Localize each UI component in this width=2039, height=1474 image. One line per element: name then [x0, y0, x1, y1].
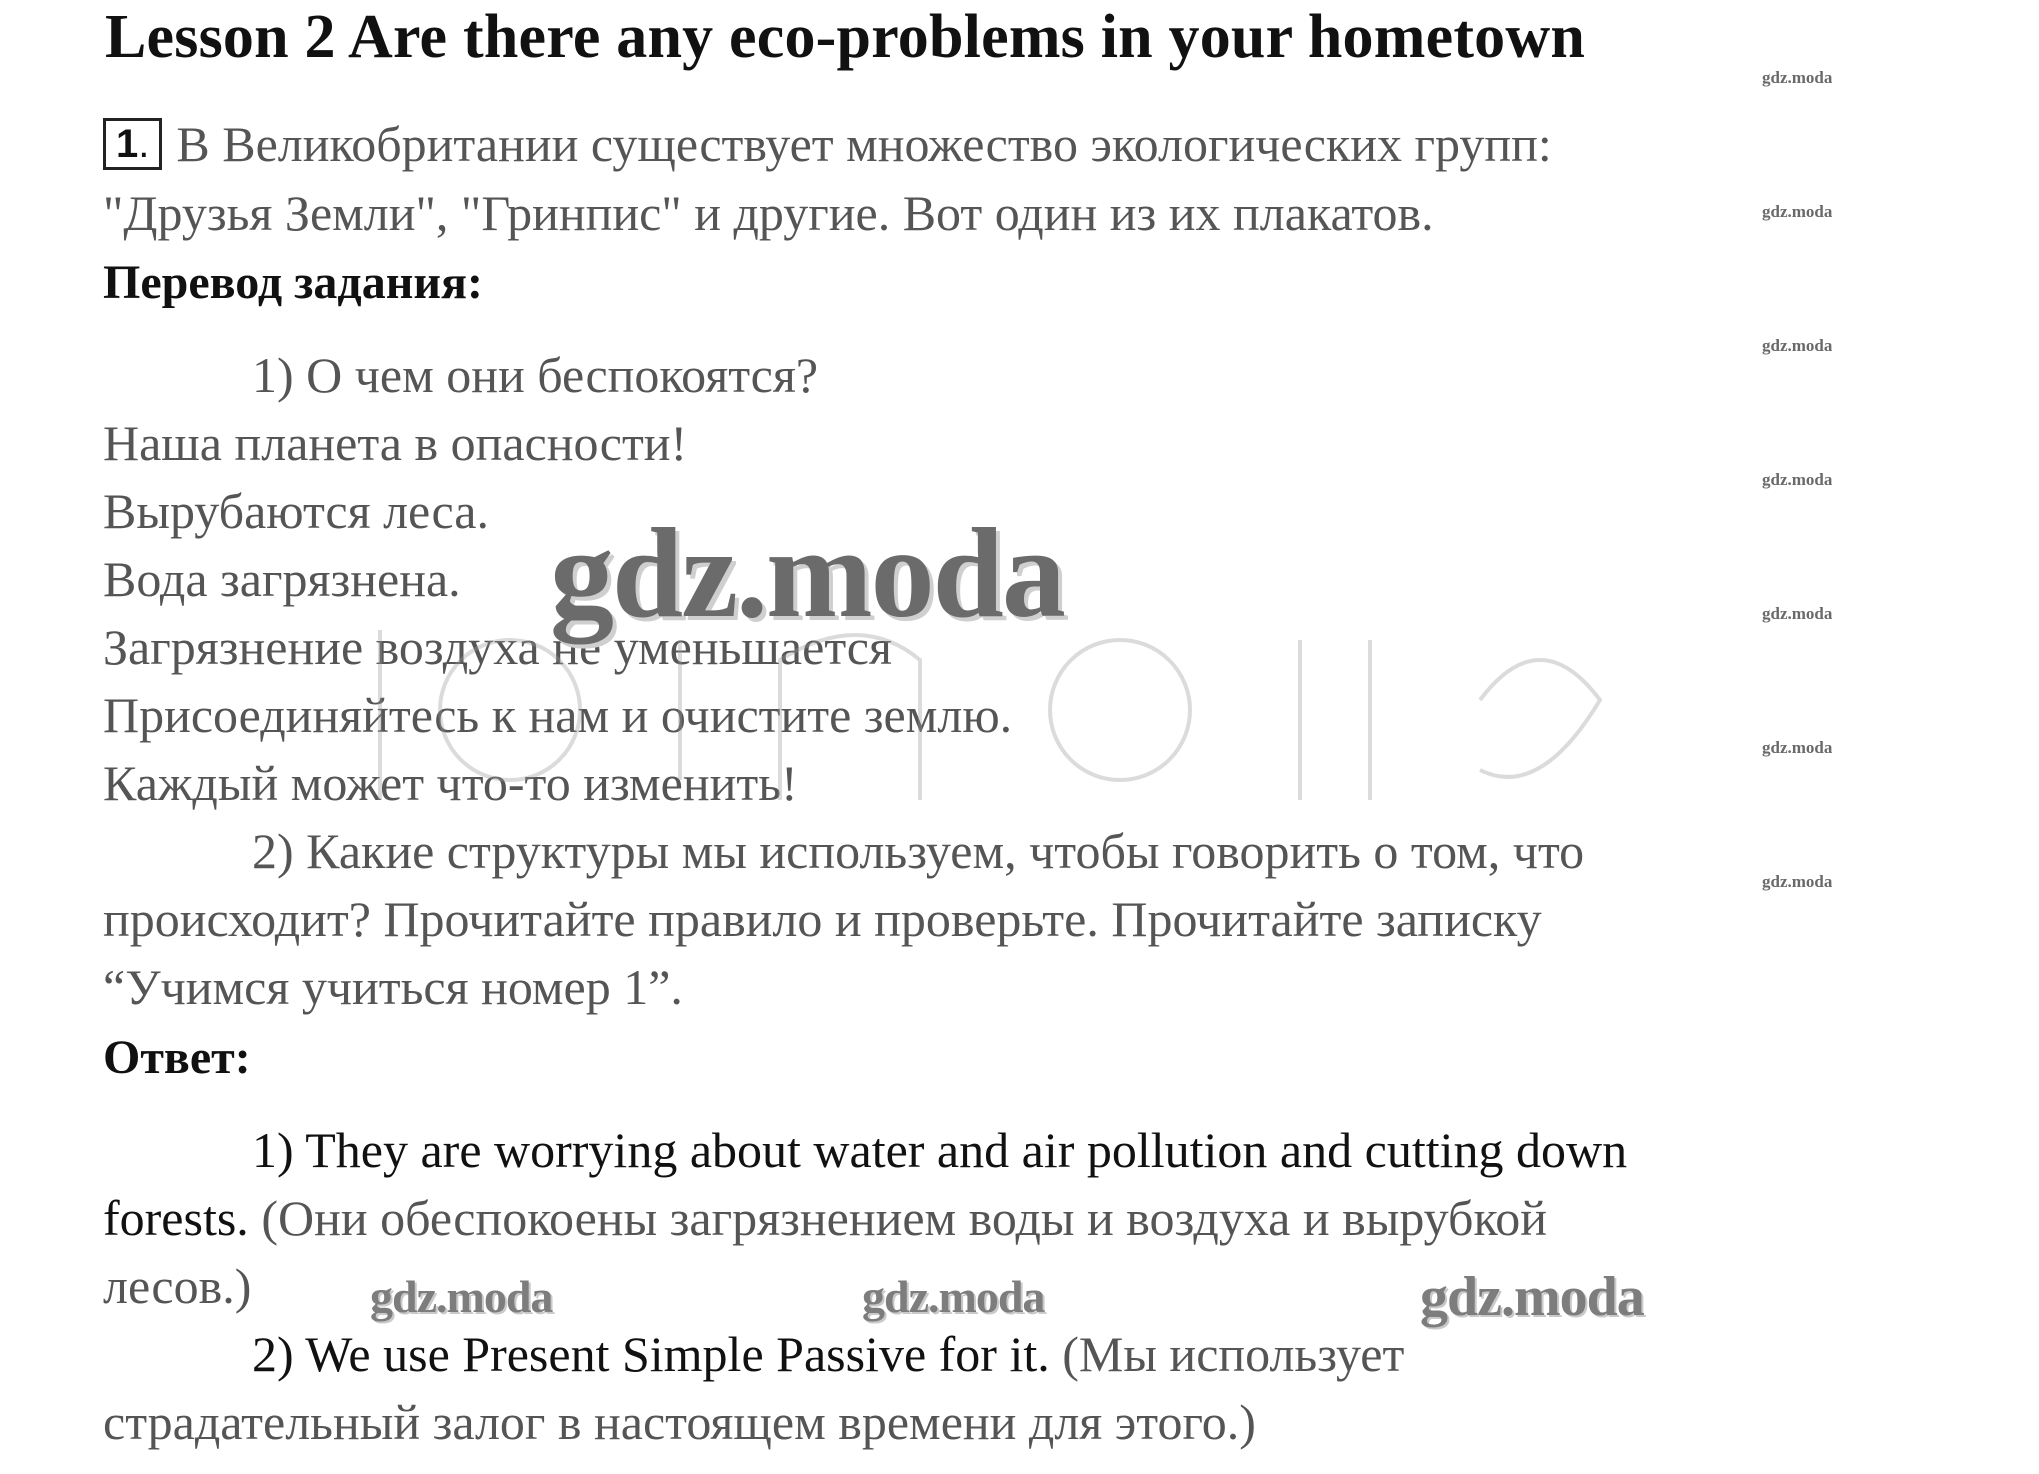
translation-question-2-line-3: “Учимся учиться номер 1”.: [103, 959, 683, 1015]
watermark: gdz.moda: [1420, 1266, 1644, 1328]
poster-line-5: Присоединяйтесь к нам и очистите землю.: [103, 687, 1013, 743]
ghost-watermark-shape: [360, 600, 1660, 830]
task-intro-line-1: [103, 118, 1552, 170]
answer-2-russian-start: (Мы использует: [1049, 1326, 1405, 1382]
watermark: gdz.moda: [1762, 68, 1833, 87]
task-number-badge: 1.: [103, 118, 162, 170]
poster-line-6: Каждый может что-то изменить!: [103, 755, 798, 811]
poster-line-2: Вырубаются леса.: [103, 483, 489, 539]
answer-1-russian-start: (Они обеспокоены загрязнением воды и воздуха и вырубкой: [248, 1190, 1547, 1246]
poster-line-1: Наша планета в опасности!: [103, 415, 688, 471]
watermark: gdz.moda: [1762, 738, 1833, 757]
answer-heading: Ответ:: [103, 1031, 251, 1084]
answer-2-english: 2) We use Present Simple Passive for it.: [252, 1326, 1050, 1382]
translation-question-2-line-1: 2) Какие структуры мы используем, чтобы говорить о том, что: [252, 823, 1585, 879]
watermark: gdz.moda: [1762, 872, 1833, 891]
watermark: gdz.moda: [862, 1271, 1045, 1322]
answer-1-line-2: [103, 1190, 1547, 1246]
lesson-title: Lesson 2 Are there any eco-problems in your hometown: [105, 3, 1586, 71]
answer-2-line-2: страдательный залог в настоящем времени для этого.): [103, 1394, 1256, 1450]
answer-1-line-1: 1) They are worrying about water and air pollution and cutting down: [252, 1122, 1628, 1178]
translation-question-2-line-2: происходит? Прочитайте правило и проверьте. Прочитайте записку: [103, 891, 1542, 947]
watermark: gdz.moda: [1762, 336, 1833, 355]
watermark: gdz.moda: [370, 1271, 553, 1322]
translation-heading: Перевод задания:: [103, 256, 483, 309]
answer-1-line-3: лесов.): [103, 1258, 252, 1314]
watermark: gdz.moda: [1762, 470, 1833, 489]
translation-question-1: 1) О чем они беспокоятся?: [252, 347, 819, 403]
answer-2-line-1: [252, 1326, 1405, 1382]
poster-line-3: Вода загрязнена.: [103, 551, 461, 607]
poster-line-4: Загрязнение воздуха не уменьшается: [103, 619, 892, 675]
watermark-large: gdz.moda: [550, 502, 1064, 644]
watermark: gdz.moda: [1762, 604, 1833, 623]
task-intro-line-2: "Друзья Земли", "Гринпис" и другие. Вот один из их плакатов.: [103, 185, 1434, 241]
watermark: gdz.moda: [1762, 202, 1833, 221]
answer-1-english-end: forests.: [103, 1190, 249, 1246]
task-intro-text-1: В Великобритании существует множество экологических групп:: [176, 116, 1552, 172]
